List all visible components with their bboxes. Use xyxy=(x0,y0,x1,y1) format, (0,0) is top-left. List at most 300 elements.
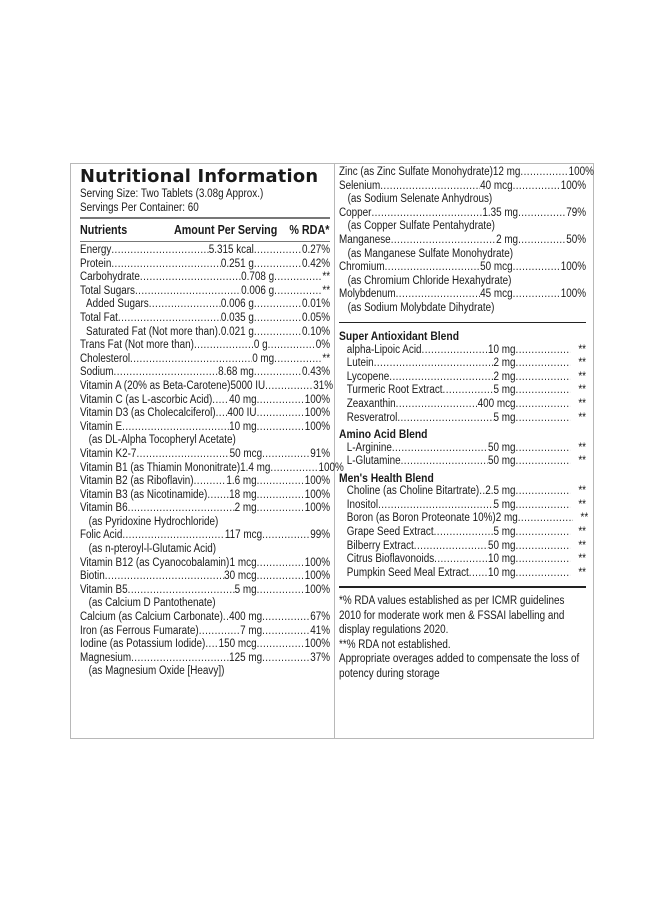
leader-dots xyxy=(216,407,228,421)
nutrient-amount: 0.006 g xyxy=(241,284,275,297)
nutrient-amount: 40 mcg xyxy=(480,179,513,192)
nutrient-row xyxy=(80,421,330,435)
nutrient-amount: 117 mcg xyxy=(224,529,263,542)
nutrient-row xyxy=(80,652,330,666)
nutrient-rda: ** xyxy=(580,512,589,525)
nutrient-amount: 10 mg xyxy=(488,343,516,356)
nutrient-rda: 79% xyxy=(566,206,587,219)
nutrient-rda: 50% xyxy=(566,233,587,246)
nutrient-row xyxy=(80,489,330,503)
leader-dots xyxy=(262,611,310,625)
leader-dots xyxy=(414,540,488,554)
nutrient-name: Cholesterol xyxy=(80,352,131,365)
nutrient-row xyxy=(339,384,586,398)
nutrient-row xyxy=(80,326,330,340)
leader-dots xyxy=(257,584,305,598)
nutrient-row xyxy=(339,553,586,567)
nutrient-name: Molybdenum xyxy=(339,288,396,301)
nutrient-name: Lycopene xyxy=(346,370,390,383)
nutrient-source-note: (as n-pteroyl-l-Glutamic Acid) xyxy=(88,543,217,556)
leader-dots xyxy=(105,570,224,584)
nutrient-name: Copper xyxy=(339,206,372,219)
leader-dots xyxy=(257,475,305,489)
nutrient-rda: ** xyxy=(578,553,587,566)
nutrient-rda: 0.01% xyxy=(302,298,331,311)
footnote-rda-basis: *% RDA values established as per ICMR guidelines 2010 for moderate work men & FSSAI labelling and display regulations 2020. xyxy=(339,594,565,637)
nutrient-rda: 100% xyxy=(304,638,331,651)
nutrient-name: Magnesium xyxy=(80,651,132,664)
nutrients-header: Nutrients xyxy=(80,222,128,237)
nutrient-rda: 100% xyxy=(560,288,587,301)
leader-dots xyxy=(128,584,235,598)
nutrient-amount: 0.708 g xyxy=(241,271,275,284)
nutrient-amount: 50 mcg xyxy=(480,261,513,274)
nutrient-row xyxy=(80,258,330,272)
nutrient-amount: 18 mg xyxy=(229,488,257,501)
nutrient-name: Added Sugars xyxy=(86,298,149,311)
nutrient-name: Lutein xyxy=(346,357,374,370)
nutrient-name: Choline (as Choline Bitartrate) xyxy=(346,485,480,498)
nutrient-name: Zinc (as Zinc Sulfate Monohydrate) xyxy=(339,166,493,178)
nutrient-row xyxy=(339,567,586,581)
nutrient-rda: 0.27% xyxy=(302,244,331,256)
nutrient-rda: 0.42% xyxy=(302,257,331,270)
nutrient-name: Manganese xyxy=(339,233,391,246)
nutrient-row xyxy=(339,540,586,554)
leader-dots xyxy=(397,412,493,426)
nutrient-rda: ** xyxy=(578,455,587,468)
nutrient-amount: 5 mg xyxy=(493,411,516,424)
blend-title: Super Antioxidant Blend xyxy=(339,329,460,344)
nutrient-name: Turmeric Root Extract xyxy=(346,384,443,397)
nutrient-rda: ** xyxy=(578,397,587,410)
leader-dots xyxy=(254,298,302,312)
nutrient-row xyxy=(80,461,344,476)
leader-dots xyxy=(111,258,221,272)
nutrient-source-note: (as Chromium Chloride Hexahydrate) xyxy=(347,274,512,287)
leader-dots xyxy=(396,288,481,302)
nutrient-source-note: (as Magnesium Oxide [Heavy]) xyxy=(88,665,225,678)
nutrient-rda: 37% xyxy=(310,651,331,664)
leader-dots xyxy=(254,366,302,380)
nutrient-rda: 100% xyxy=(560,179,587,192)
leader-dots xyxy=(513,288,561,302)
nutrient-source-note: (as Pyridoxine Hydrochloride) xyxy=(88,515,219,528)
nutrient-row xyxy=(339,398,586,412)
nutrient-rda: ** xyxy=(322,284,331,297)
nutrient-row xyxy=(80,339,330,353)
nutrient-source-note: (as DL-Alpha Tocopheryl Acetate) xyxy=(88,434,236,447)
nutrient-name: Trans Fat (Not more than) xyxy=(80,339,194,352)
nutrient-row xyxy=(339,442,586,456)
footnote-rule xyxy=(339,586,586,588)
nutrient-amount: 12 mg xyxy=(492,166,521,178)
nutrient-row xyxy=(339,412,586,426)
nutrient-rda: 31% xyxy=(313,379,334,392)
nutrient-amount: 1.6 mg xyxy=(226,475,257,488)
rda-header: % RDA* xyxy=(289,222,330,237)
nutrient-rda: 100% xyxy=(304,393,331,406)
nutrient-rda: 100% xyxy=(304,475,331,488)
nutrient-row xyxy=(339,166,594,180)
nutrient-amount: 5 mg xyxy=(493,384,516,397)
nutrient-rda: 67% xyxy=(310,611,331,624)
nutrient-name: Zeaxanthin xyxy=(346,397,396,410)
nutrient-rda: 100% xyxy=(304,583,331,596)
leader-dots xyxy=(516,567,571,581)
leader-dots xyxy=(274,285,322,299)
nutrient-name: Vitamin B12 (as Cyanocobalamin) xyxy=(80,556,230,569)
nutrient-rda: 100% xyxy=(560,261,587,274)
leader-dots xyxy=(520,166,568,180)
nutrient-row xyxy=(80,394,330,408)
nutrient-name: Pumpkin Seed Meal Extract xyxy=(346,566,469,579)
nutrient-name: Inositol xyxy=(346,498,379,511)
nutrient-row xyxy=(339,526,586,540)
nutrient-name: Resveratrol xyxy=(346,411,398,424)
leader-dots xyxy=(401,455,488,469)
leader-dots xyxy=(518,512,573,526)
nutrient-rda: ** xyxy=(578,526,587,539)
nutrient-name: Vitamin B1 (as Thiamin Mononitrate) xyxy=(80,461,241,474)
leader-dots xyxy=(380,180,480,194)
nutrient-row xyxy=(339,485,586,499)
nutrient-name: Saturated Fat (Not more than) xyxy=(86,325,218,338)
leader-dots xyxy=(516,344,571,358)
blend-rule xyxy=(339,322,586,324)
leader-dots xyxy=(469,567,488,581)
nutrient-row xyxy=(80,312,330,326)
nutrient-name: Vitamin A (20% as Beta-Carotene) xyxy=(80,379,231,392)
nutrient-rda: ** xyxy=(578,485,587,498)
nutrient-amount: 50 mg xyxy=(488,441,516,454)
leader-dots xyxy=(257,421,305,435)
header-rule-bottom xyxy=(80,241,330,243)
nutrient-name: Bilberry Extract xyxy=(346,539,414,552)
nutrient-amount: 0 mg xyxy=(252,352,275,365)
nutrient-name: Vitamin B3 (as Nicotinamide) xyxy=(80,488,208,501)
nutrient-amount: 8.68 mg xyxy=(218,366,254,379)
leader-dots xyxy=(135,285,241,299)
nutrient-amount: 400 IU xyxy=(227,407,257,420)
leader-dots xyxy=(516,384,571,398)
nutrient-name: Total Fat xyxy=(80,311,118,324)
nutrient-amount: 5.315 kcal xyxy=(208,244,254,256)
nutrient-rda: 100% xyxy=(304,556,331,569)
leader-dots xyxy=(257,489,305,503)
nutrient-name: Carbohydrate xyxy=(80,271,140,284)
nutrient-row xyxy=(80,625,330,639)
header-rule-top xyxy=(80,217,330,219)
nutrient-row xyxy=(339,288,586,302)
nutrient-name: Protein xyxy=(80,257,112,270)
nutrient-amount: 2 mg xyxy=(495,512,518,525)
nutrient-amount: 45 mcg xyxy=(480,288,513,301)
leader-dots xyxy=(391,234,496,248)
nutrient-row xyxy=(80,298,330,312)
nutrient-rda: ** xyxy=(578,384,587,397)
nutrient-amount: 10 mg xyxy=(488,566,516,579)
leader-dots xyxy=(516,412,571,426)
leader-dots xyxy=(257,570,305,584)
leader-dots xyxy=(516,398,571,412)
leader-dots xyxy=(518,234,566,248)
leader-dots xyxy=(212,394,229,408)
nutrient-row xyxy=(80,244,330,258)
leader-dots xyxy=(194,339,254,353)
leader-dots xyxy=(516,442,571,456)
nutrient-amount: 1.35 mg xyxy=(482,206,519,219)
nutrient-rda: 0.10% xyxy=(302,325,331,338)
nutrient-rda: 0% xyxy=(315,339,331,352)
nutrient-amount: 10 mg xyxy=(229,420,257,433)
nutrient-rda: 100% xyxy=(568,166,594,178)
nutrient-name: Energy xyxy=(80,244,112,256)
leader-dots xyxy=(516,371,571,385)
nutrient-amount: 2.5 mg xyxy=(485,485,516,498)
nutrient-name: Iron (as Ferrous Fumarate) xyxy=(80,624,199,637)
nutrient-name: Boron (as Boron Proteonate 10%) xyxy=(346,512,496,525)
leader-dots xyxy=(516,357,571,371)
nutrient-row xyxy=(80,448,330,462)
leader-dots xyxy=(262,529,310,543)
leader-dots xyxy=(130,353,252,367)
nutrient-amount: 10 mg xyxy=(488,553,516,566)
nutrient-rda: ** xyxy=(578,411,587,424)
nutrient-rda: ** xyxy=(578,566,587,579)
nutrient-amount: 0.006 g xyxy=(220,298,254,311)
leader-dots xyxy=(385,261,481,275)
nutrient-amount: 0.021 g xyxy=(220,325,254,338)
nutrient-row xyxy=(339,357,586,371)
leader-dots xyxy=(114,366,219,380)
leader-dots xyxy=(274,353,322,367)
nutrient-name: Sodium xyxy=(80,366,114,379)
nutrient-rda: 99% xyxy=(310,529,331,542)
leader-dots xyxy=(518,207,566,221)
servings-per-container: Servings Per Container: 60 xyxy=(80,201,199,214)
leader-dots xyxy=(205,638,218,652)
nutrient-amount: 50 mcg xyxy=(229,447,263,460)
nutrient-row xyxy=(339,512,589,526)
nutrient-rda: 91% xyxy=(310,447,331,460)
nutrient-row xyxy=(80,353,330,367)
leader-dots xyxy=(268,339,316,353)
nutrient-amount: 1.4 mg xyxy=(240,461,271,474)
nutrient-row xyxy=(80,475,330,489)
column-divider xyxy=(334,163,335,739)
leader-dots xyxy=(131,652,229,666)
leader-dots xyxy=(392,442,488,456)
nutrient-source-note: (as Copper Sulfate Pentahydrate) xyxy=(347,220,495,233)
amount-header: Amount Per Serving xyxy=(173,222,278,237)
nutrient-amount: 0 g xyxy=(253,339,268,352)
nutrient-rda: ** xyxy=(578,539,587,552)
nutrient-amount: 50 mg xyxy=(488,455,516,468)
leader-dots xyxy=(262,625,310,639)
nutrient-name: Total Sugars xyxy=(80,284,135,297)
nutrient-amount: 2 mg xyxy=(493,370,516,383)
leader-dots xyxy=(265,380,313,394)
leader-dots xyxy=(262,448,310,462)
nutrient-name: Calcium (as Calcium Carbonate) xyxy=(80,611,223,624)
nutrient-list xyxy=(80,244,344,679)
leader-dots xyxy=(516,540,571,554)
serving-size: Serving Size: Two Tablets (3.08g Approx.) xyxy=(80,188,264,200)
nutrient-rda: ** xyxy=(578,357,587,370)
nutrient-amount: 1 mcg xyxy=(229,556,257,569)
leader-dots xyxy=(371,207,482,221)
leader-dots xyxy=(516,526,571,540)
nutrient-name: Folic Acid xyxy=(80,529,123,542)
nutrient-amount: 50 mg xyxy=(488,539,516,552)
nutrient-rda: 100% xyxy=(304,420,331,433)
nutrient-rda: ** xyxy=(578,441,587,454)
nutrient-amount: 2 mg xyxy=(493,357,516,370)
leader-dots xyxy=(516,485,571,499)
nutrient-rda: 0.43% xyxy=(302,366,331,379)
nutrient-name: Vitamin B2 (as Riboflavin) xyxy=(80,475,194,488)
nutrient-row xyxy=(339,499,586,513)
leader-dots xyxy=(257,502,305,516)
leader-dots xyxy=(254,312,302,326)
nutrient-rda: 100% xyxy=(304,502,331,515)
nutrient-amount: 7 mg xyxy=(240,624,263,637)
nutrient-source-note: (as Sodium Selenate Anhydrous) xyxy=(347,193,493,206)
nutrient-amount: 5000 IU xyxy=(230,379,266,392)
leader-dots xyxy=(111,244,208,258)
nutrient-name: L-Glutamine xyxy=(346,455,401,468)
nutrient-amount: 2 mg xyxy=(496,233,519,246)
nutrient-rda: 41% xyxy=(310,624,331,637)
nutrient-rda: ** xyxy=(322,271,331,284)
leader-dots xyxy=(396,398,478,412)
nutrient-row xyxy=(80,611,330,625)
nutrient-amount: 400 mg xyxy=(229,611,263,624)
leader-dots xyxy=(149,298,221,312)
nutrient-row xyxy=(339,455,586,469)
nutrient-name: Iodine (as Potassium Iodide) xyxy=(80,638,206,651)
nutrient-row xyxy=(80,271,330,285)
leader-dots xyxy=(254,326,302,340)
nutrient-rda: 100% xyxy=(318,461,344,474)
nutrient-rda: 0.05% xyxy=(302,311,331,324)
leader-dots xyxy=(262,652,310,666)
nutrient-row xyxy=(80,529,330,543)
leader-dots xyxy=(257,638,305,652)
nutrient-rda: 100% xyxy=(304,407,331,420)
nutrient-row xyxy=(339,180,586,194)
nutrient-row xyxy=(80,407,330,421)
nutrient-row xyxy=(339,261,586,275)
leader-dots xyxy=(136,448,229,462)
nutrient-amount: 30 mcg xyxy=(224,570,257,583)
nutrient-amount: 400 mcg xyxy=(477,397,516,410)
leader-dots xyxy=(516,553,571,567)
nutrient-rda: ** xyxy=(578,498,587,511)
nutrient-amount: 40 mg xyxy=(229,393,257,406)
nutrient-amount: 0.035 g xyxy=(220,311,254,324)
leader-dots xyxy=(118,312,221,326)
leader-dots xyxy=(513,261,561,275)
footnote-rda-not-established: **% RDA not established. xyxy=(339,638,451,651)
nutrient-source-note: (as Manganese Sulfate Monohydrate) xyxy=(347,247,514,260)
leader-dots xyxy=(378,499,493,513)
leader-dots xyxy=(140,271,241,285)
nutrient-amount: 5 mg xyxy=(493,498,516,511)
leader-dots xyxy=(254,258,302,272)
nutrient-rda: ** xyxy=(322,352,331,365)
nutrient-rda: ** xyxy=(578,370,587,383)
blend-list xyxy=(339,329,589,580)
leader-dots xyxy=(254,244,302,258)
leader-dots xyxy=(122,529,225,543)
leader-dots xyxy=(434,553,488,567)
blend-title: Men's Health Blend xyxy=(339,470,434,485)
blend-title: Amino Acid Blend xyxy=(339,427,428,442)
leader-dots xyxy=(434,526,494,540)
nutrient-name: Citrus Bioflavonoids xyxy=(346,553,435,566)
nutrient-row xyxy=(80,366,330,380)
nutrient-name: Vitamin D3 (as Cholecalciferol) xyxy=(80,407,216,420)
leader-dots xyxy=(257,407,305,421)
nutrient-row xyxy=(339,371,586,385)
nutrient-rda: 100% xyxy=(304,488,331,501)
nutrient-row xyxy=(339,344,586,358)
nutrient-row xyxy=(80,557,330,571)
leader-dots xyxy=(270,462,318,476)
nutrient-name: Vitamin C (as L-ascorbic Acid) xyxy=(80,393,213,406)
nutrient-name: Biotin xyxy=(80,570,105,583)
nutrient-row xyxy=(80,285,330,299)
footnote-overages: Appropriate overages added to compensate the loss of potency during storage xyxy=(339,653,580,680)
leader-dots xyxy=(257,394,305,408)
nutrient-amount: 0.251 g xyxy=(220,257,254,270)
nutrient-row xyxy=(80,570,330,584)
nutrient-rda: 100% xyxy=(304,570,331,583)
nutrient-row xyxy=(80,584,330,598)
nutrient-row xyxy=(339,207,586,221)
nutrient-row xyxy=(339,234,586,248)
column-headers xyxy=(80,221,329,239)
leader-dots xyxy=(513,180,561,194)
nutrient-name: Chromium xyxy=(339,261,385,274)
leader-dots xyxy=(199,625,240,639)
nutrient-amount: 5 mg xyxy=(234,583,257,596)
leader-dots xyxy=(374,357,494,371)
nutrient-row xyxy=(80,638,330,652)
nutrient-name: alpha-Lipoic Acid xyxy=(346,343,422,356)
leader-dots xyxy=(194,475,227,489)
leader-dots xyxy=(257,557,305,571)
leader-dots xyxy=(128,502,235,516)
nutrient-name: Vitamin B5 xyxy=(80,583,128,596)
leader-dots xyxy=(274,271,322,285)
nutrient-source-note: (as Sodium Molybdate Dihydrate) xyxy=(347,301,495,314)
nutrient-name: Vitamin E xyxy=(80,420,123,433)
leader-dots xyxy=(516,455,571,469)
nutrient-name: L-Arginine xyxy=(346,441,392,454)
nutrient-name: Grape Seed Extract xyxy=(346,526,434,539)
leader-dots xyxy=(207,489,229,503)
nutrient-name: Selenium xyxy=(339,179,381,192)
nutrient-amount: 5 mg xyxy=(493,526,516,539)
mineral-list xyxy=(339,166,594,316)
nutrient-amount: 150 mcg xyxy=(218,638,257,651)
nutrient-name: Vitamin B6 xyxy=(80,502,128,515)
nutrient-amount: 125 mg xyxy=(229,651,263,664)
label-title: Nutritional Information xyxy=(80,167,319,187)
